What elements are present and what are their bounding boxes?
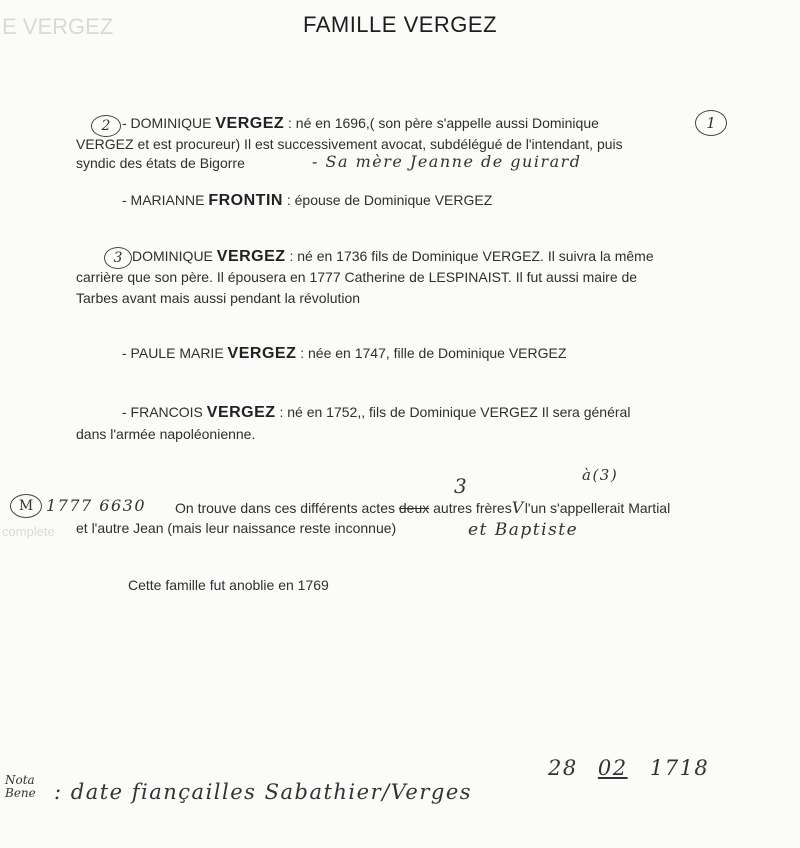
entry-lead: - FRANCOIS	[122, 404, 207, 420]
entry-text: VERGEZ et est procureur) Il est successivement avocat, subdélégué de l'intendant, puis	[76, 136, 623, 152]
entry-text: dans l'armée napoléonienne.	[76, 426, 256, 442]
caret-mark: V	[511, 498, 525, 517]
entry-text: l'un s'appellerait Martial	[524, 500, 671, 516]
entry-text: : né en 1696,( son père s'appelle aussi Dominique	[284, 115, 599, 131]
entry-francois	[122, 404, 630, 422]
date-month: 02	[597, 756, 628, 780]
entry-text: Tarbes avant mais aussi pendant la révolution	[76, 290, 361, 306]
handwritten-note: - Sa mère Jeanne de guirard	[312, 152, 582, 171]
handwritten-date	[548, 756, 709, 780]
bene-label: Bene	[5, 786, 36, 800]
entry-marker: 1	[695, 110, 727, 136]
bleed-through-text: E VERGEZ	[2, 14, 114, 39]
entry-text: et l'autre Jean (mais leur naissance reste	[76, 520, 331, 536]
page-title: FAMILLE VERGEZ	[302, 12, 498, 37]
entry-surname: VERGEZ	[227, 345, 297, 362]
entry-text: : né en 1736 fils de Dominique VERGEZ. Il suivra la même	[285, 248, 654, 264]
entry-other-brothers	[175, 498, 670, 517]
entry-surname: VERGEZ	[215, 115, 285, 132]
entry-surname: VERGEZ	[216, 248, 286, 265]
entry-lead: - MARIANNE	[122, 192, 209, 208]
entry-lead: - PAULE MARIE	[122, 345, 228, 361]
entry-marker: 2	[91, 115, 121, 137]
entry-text: On trouve dans ces différents actes	[175, 500, 399, 516]
entry-text: carrière que son père. Il épousera en 1777 Catherine de LESPINAIST. Il fut aussi maire de	[76, 269, 638, 285]
entry-marker: M	[10, 494, 42, 518]
entry-dominique-1696	[122, 115, 599, 133]
entry-text: : épouse de Dominique VERGEZ	[282, 192, 493, 208]
entry-paule-marie	[122, 345, 566, 363]
entry-marker: 3	[104, 247, 132, 269]
handwritten-note: et Baptiste	[468, 520, 579, 540]
entry-surname: FRONTIN	[208, 192, 283, 209]
entry-lead: DOMINIQUE	[132, 248, 217, 264]
anoblie-statement: Cette famille fut anoblie en 1769	[128, 577, 329, 593]
handwritten-insertion: 3	[454, 474, 469, 498]
handwritten-reference: 1777 6630	[46, 496, 147, 515]
nota-bene-label	[5, 774, 36, 800]
nota-label: Nota	[5, 773, 35, 787]
bleed-through-text: complete	[2, 524, 55, 539]
entry-surname: VERGEZ	[206, 404, 276, 421]
entry-text: : né en 1752,, fils de Dominique VERGEZ Il sera général	[275, 404, 631, 420]
date-day: 28	[548, 756, 578, 780]
handwritten-note: : date fiançailles Sabathier/Verges	[54, 780, 473, 804]
struck-word: deux	[398, 500, 430, 516]
entry-marianne	[122, 192, 492, 210]
entry-lead: - DOMINIQUE	[122, 115, 216, 131]
entry-text: inconnue)	[330, 520, 397, 536]
entry-text: syndic des états de Bigorre	[76, 155, 245, 171]
entry-text: : née en 1747, fille de Dominique VERGEZ	[296, 345, 567, 361]
handwritten-insertion: à(3)	[582, 466, 619, 484]
date-year: 1718	[649, 756, 710, 780]
entry-text	[76, 520, 396, 536]
entry-text: autres frères	[429, 500, 512, 516]
entry-dominique-1736	[132, 248, 654, 266]
